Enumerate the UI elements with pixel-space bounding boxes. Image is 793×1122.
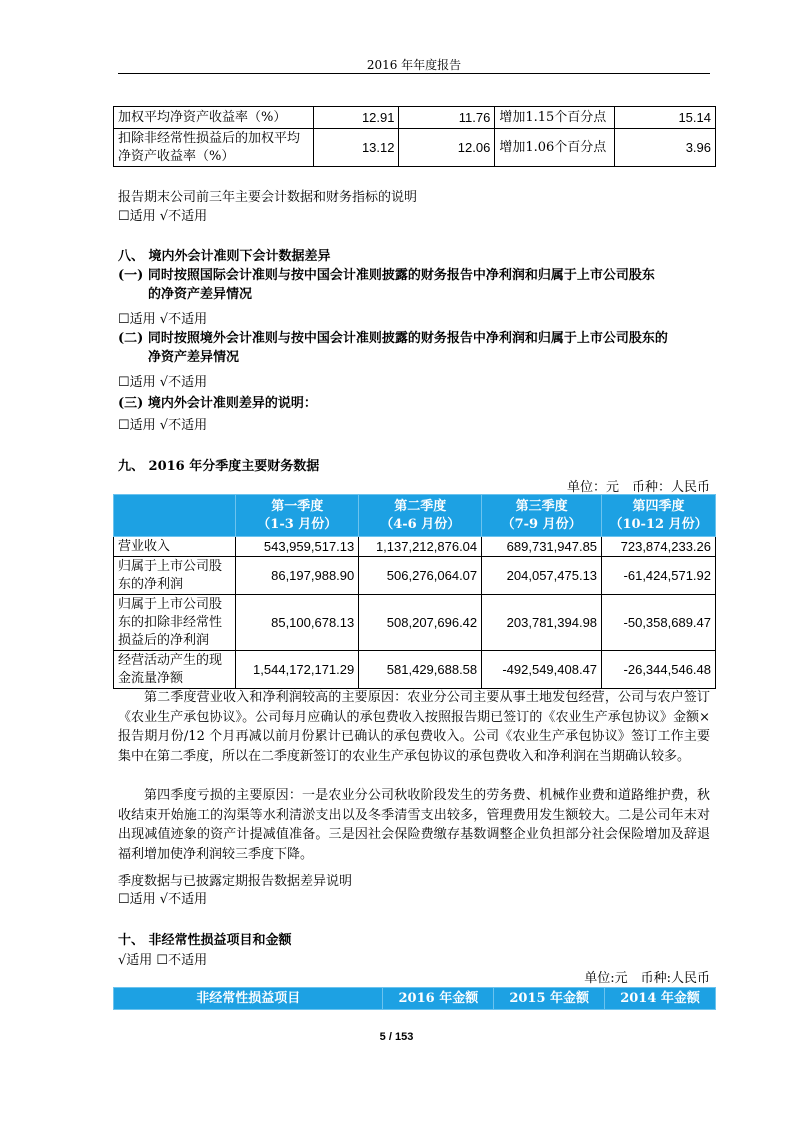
page-header: 2016 年年度报告 (366, 58, 462, 72)
section-9-title: 九、 2016 年分季度主要财务数据 (118, 459, 320, 474)
q2-value: 508,207,696.42 (359, 595, 482, 651)
header-blank (114, 495, 236, 537)
explain-note: 报告期末公司前三年主要会计数据和财务指标的说明 (118, 190, 418, 205)
table-row (114, 129, 716, 167)
diff-note: 季度数据与已披露定期报告数据差异说明 (118, 874, 353, 889)
row-label: 营业收入 (114, 537, 236, 557)
non-recurring-table (113, 987, 716, 1010)
sub-1-line-a: (一) 同时按照国际会计准则与按中国会计准则披露的财务报告中净利润和归属于上市公司股东 (118, 268, 655, 283)
q4-explanation: 第四季度亏损的主要原因：一是农业分公司秋收阶段发生的劳务费、机械作业费和道路维护费，秋收结束开始施工的沟渠等水利清淤支出以及冬季清雪支出较多，管理费用发生额较大。二是公司年末对出现减值迹象的资产计提减值准备。三是因社会保险费缴存基数调整企业负担部分社会保险增加及辞退福利增加使净利润较三季度下降。 (118, 788, 710, 862)
change-value: 增加1.06个百分点 (495, 129, 615, 167)
value-2014: 15.14 (615, 107, 716, 129)
unit-label: 单位：元 币种：人民币 (566, 480, 710, 495)
applicability-option: ☐适用 √不适用 (118, 209, 208, 224)
applicability-option: ☐适用 √不适用 (118, 312, 208, 327)
section-8-sub-1 (118, 266, 710, 304)
q1-value: 1,544,172,171.29 (236, 651, 359, 689)
header-q1: 第一季度 （1-3 月份） (236, 495, 359, 537)
table-row (114, 651, 716, 689)
q1-value: 85,100,678.13 (236, 595, 359, 651)
header-q4: 第四季度 （10-12 月份） (602, 495, 716, 537)
q1-value: 86,197,988.90 (236, 557, 359, 595)
q3-value: 203,781,394.98 (482, 595, 602, 651)
change-value: 增加1.15个百分点 (495, 107, 615, 129)
value-2016: 12.91 (313, 107, 399, 129)
applicability-option: ☐适用 √不适用 (118, 892, 208, 907)
quarterly-table (113, 494, 716, 689)
table-row (114, 107, 716, 129)
q2-value: 581,429,688.58 (359, 651, 482, 689)
table-header-row (114, 988, 716, 1010)
header-q3: 第三季度 （7-9 月份） (482, 495, 602, 537)
q3-value: 204,057,475.13 (482, 557, 602, 595)
value-2015: 11.76 (399, 107, 495, 129)
sub-2-line-b: 净资产差异情况 (148, 350, 240, 365)
q2-value: 1,137,212,876.04 (359, 537, 482, 557)
row-label: 归属于上市公司股东的净利润 (114, 557, 236, 595)
value-2014: 3.96 (615, 129, 716, 167)
q2-explanation: 第二季度营业收入和净利润较高的主要原因：农业分公司主要从事土地发包经营，公司与农户签订《农业生产承包协议》。公司每月应确认的承包费收入按照报告期已签订的《农业生产承包协议》金额×报告期月份/12 个月再减以前月份累计已确认的承包费收入。公司《农业生产承包协议》签订工作主要集中在第二季度，所以在二季度新签订的农业生产承包协议的承包费收入和净利润在当期确认较多。 (118, 690, 710, 764)
header-2015: 2015 年金额 (494, 988, 605, 1010)
q4-value: -26,344,546.48 (602, 651, 716, 689)
applicability-option: ☐适用 √不适用 (118, 418, 208, 433)
row-label: 经营活动产生的现金流量净额 (114, 651, 236, 689)
header-2014: 2014 年金额 (605, 988, 716, 1010)
section-8-title: 八、 境内外会计准则下会计数据差异 (118, 249, 331, 264)
table-row (114, 557, 716, 595)
header-divider (118, 73, 710, 74)
q4-value: 723,874,233.26 (602, 537, 716, 557)
sub-1-line-b: 的净资产差异情况 (148, 287, 253, 302)
table-header-row (114, 495, 716, 537)
q1-value: 543,959,517.13 (236, 537, 359, 557)
q3-value: 689,731,947.85 (482, 537, 602, 557)
section-8-sub-3: (三) 境内外会计准则差异的说明： (118, 396, 317, 411)
q4-value: -50,358,689.47 (602, 595, 716, 651)
applicability-option: √适用 ☐不适用 (118, 953, 208, 968)
row-label: 加权平均净资产收益率（%） (114, 107, 314, 129)
value-2015: 12.06 (399, 129, 495, 167)
header-q2: 第二季度 （4-6 月份） (359, 495, 482, 537)
table-row (114, 595, 716, 651)
section-8-sub-2 (118, 329, 710, 367)
row-label: 归属于上市公司股东的扣除非经常性损益后的净利润 (114, 595, 236, 651)
header-item: 非经常性损益项目 (114, 988, 383, 1010)
sub-2-line-a: (二) 同时按照境外会计准则与按中国会计准则披露的财务报告中净利润和归属于上市公司股东的 (118, 331, 668, 346)
page-number: 5 / 153 (379, 1031, 414, 1043)
header-2016: 2016 年金额 (383, 988, 494, 1010)
unit-label: 单位:元 币种:人民币 (584, 971, 710, 986)
section-10-title: 十、 非经常性损益项目和金额 (118, 933, 292, 948)
q2-value: 506,276,064.07 (359, 557, 482, 595)
row-label: 扣除非经常性损益后的加权平均净资产收益率（%） (114, 129, 314, 167)
value-2016: 13.12 (313, 129, 399, 167)
applicability-option: ☐适用 √不适用 (118, 375, 208, 390)
q3-value: -492,549,408.47 (482, 651, 602, 689)
q4-value: -61,424,571.92 (602, 557, 716, 595)
kpi-table (113, 106, 716, 167)
table-row (114, 537, 716, 557)
